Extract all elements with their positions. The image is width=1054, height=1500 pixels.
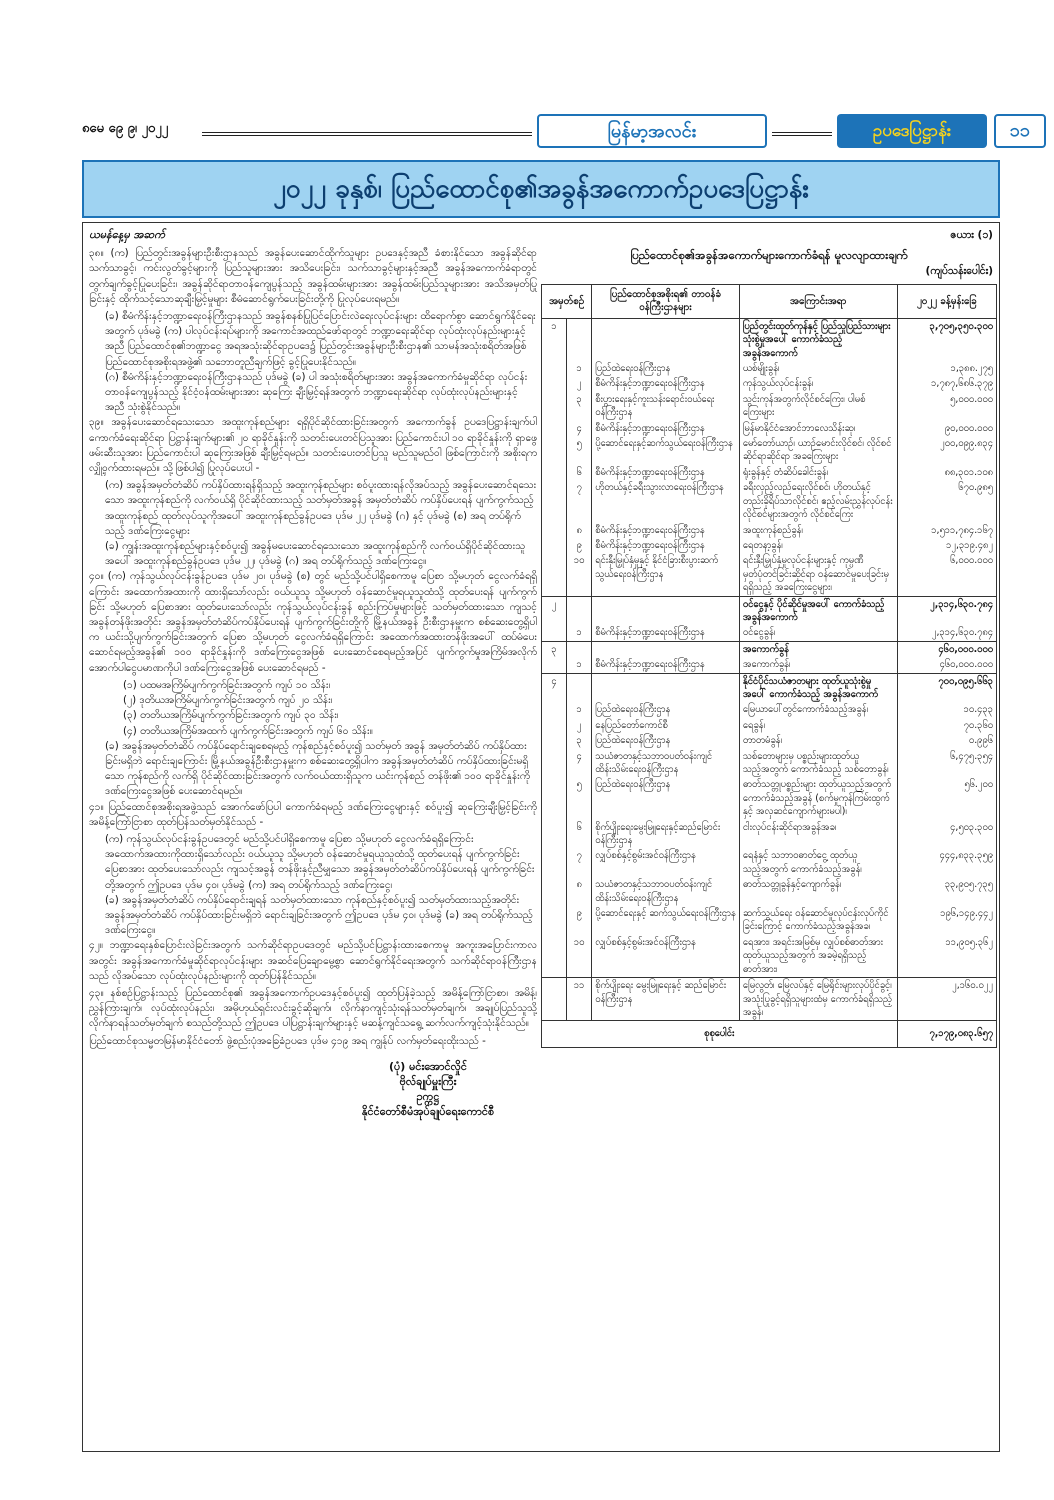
header-amount: ၂၀၂၂ ခန့်မှန်းခြေ — [897, 285, 996, 319]
row-description: ရေတနာ့ခွန်၊ — [739, 538, 897, 553]
law-paragraph: (၃) တတိယအကြိမ်ပျက်ကွက်ခြင်းအတွက် ကျပ် ၃၀ သိန်း၊ — [123, 709, 339, 722]
schedule-rows — [542, 318, 997, 1021]
schedule-unit: (ကျပ်သန်းပေါင်း) — [925, 265, 993, 277]
row-ministry: စီမံကိန်းနှင့်ဘဏ္ဍာရေးဝန်ကြီးဌာန — [592, 538, 740, 553]
row-subnumber: ၅ — [567, 777, 592, 819]
row-subnumber: ၆ — [567, 465, 592, 480]
table-row — [542, 718, 997, 733]
row-subnumber: ၇ — [567, 848, 592, 877]
row-number: ၃ — [542, 641, 567, 657]
law-paragraph: ၄၀။ (က) ကုန်သွယ်လုပ်ငန်းခွန်ဥပဒေ ပုဒ်မ ၂၀၊ ပုဒ်မခွဲ (စ) တွင် မည်သို့ပင်ပါရှိစေကာမူ ပြေစာ သို့မဟုတ် ငွေလက်ခံရရှိကြောင်း အထောက်အထားကို ထားရှိသော်လည်း ဝယ်ယူသူ သို့မဟုတ် ဝန်ဆောင်မှုရယူသူထံသို့ ထုတ်ပေးရန် ပျက်ကွက်ခြင်း သို့မဟုတ် ပြေစာအား ထုတ်ပေးသော်လည်း ကုန်သွယ်လုပ်ငန်းခွန် စည်းကြပ်မှုများဖြင့် သတ်မှတ်ထားသော ကျသင့်အခွန်တန်ဖိုးအတိုင်း အခွန်အမှတ်တံဆိပ်ကပ်နှိပ်ပေးရန် ပျက်ကွက်ခြင်းတို့ကို မြို့နယ်အခွန် ဦးစီးဌာနမှူးက စစ်ဆေးတွေ့ရှိပါက ယင်းသို့ပျက်ကွက်ခြင်းအတွက် ပြေစာ သို့မဟုတ် ငွေလက်ခံရရှိကြောင်း အထောက်အထားတန်ဖိုးအပေါ် ထပ်မံပေးဆောင်ရမည့်အခွန်၏ ၁၀၀ ရာခိုင်နှုန်းကို ဒဏ်ကြေးငွေအဖြစ် ပေးဆောင်စေရမည့်အပြင် ပျက်ကွက်မှုအကြိမ်အလိုက် အောက်ပါငွေပမာဏကိုပါ ဒဏ်ကြေးငွေအဖြစ် ပေးဆောင်ရမည် - — [89, 570, 537, 674]
row-number — [542, 657, 567, 673]
law-paragraph: (က) ကုန်သွယ်လုပ်ငန်းခွန်ဥပဒေတွင် မည်သို့ပင်ပါရှိစေကာမူ ပြေစာ သို့မဟုတ် ငွေလက်ခံရရှိကြောင်း အထောက်အထားကိုထားရှိသော်လည်း ဝယ်ယူသူ သို့မဟုတ် ဝန်ဆောင်မှုရယူသူထံသို့ ထုတ်ပေးရန် ပျက်ကွက်ခြင်း ပြေစာအား ထုတ်ပေးသော်လည်း ကျသင့်အခွန် တန်ဖိုးနှင့်ညီမျှသော အခွန်အမှတ်တံဆိပ်ကပ်နှိပ်ပေးရန် ပျက်ကွက်ခြင်းတို့အတွက် ဤဥပဒေ ပုဒ်မ ၄၀၊ ပုဒ်မခွဲ (က) အရ တပ်ရိုက်သည့် ဒဏ်ကြေးငွေ၊ — [105, 832, 535, 891]
law-paragraph: (က) အခွန်အမှတ်တံဆိပ် ကပ်နှိပ်ထားရန်ရှိသည့် အထူးကုန်စည်များ စဝ်ပူးထားရန်လိုအပ်သည့် အခွန်ပေးဆောင်ရသေးသော အထူးကုန်စည်ကို လက်ဝယ်ရှိ ပိုင်ဆိုင်ထားသည့် သတ်မှတ်အခွန် အမှတ်တံဆိပ် ကပ်နှိပ်ပေးရန် ပျက်ကွက်သည့်အထူးကုန်စည် ထုတ်လုပ်သူကိုအပေါ် အထူးကုန်စည်ခွန်ဥပဒေ ပုဒ်မ ၂၂ ပုဒ်မခွဲ (ဂ) နှင့် ပုဒ်မခွဲ (စ) အရ တပ်ရိုက်သည့် ဒဏ်ကြေးငွေများ — [105, 479, 537, 537]
row-description: ငါးလုပ်ငန်းဆိုင်ရာအခွန်အခ၊ — [739, 820, 897, 849]
row-amount: ၁၉၆,၁၄၉.၄၄၂ — [897, 906, 996, 935]
table-row — [542, 625, 997, 641]
row-ministry: ဟိုတယ်နှင့်ခရီးသွားလာရေးဝန်ကြီးဌာန — [592, 480, 740, 522]
law-title-banner: ၂၀၂၂ ခုနှစ်၊ ပြည်ထောင်စု၏အခွန်အကောက်ဥပဒေပြဋ္ဌာန်း — [82, 160, 1000, 218]
row-subnumber: ၄ — [567, 421, 592, 436]
row-number — [542, 702, 567, 717]
row-number — [542, 421, 567, 436]
table-row — [542, 978, 997, 1021]
row-description: တာတမံခွန်၊ — [739, 733, 897, 748]
row-amount: ၂၀၀,၀၉၉.၈၃၄ — [897, 436, 996, 465]
header-no: အမှတ်စဉ် — [542, 285, 592, 319]
row-description: ဓာတ်သတ္တုပစ္စည်းများ ထုတ်ယူသည့်အတွက် ကောက်ခံသည့်အခွန် (စက်မှုကုန်ကြမ်းထွက်နှင့် အလှဆင်ကျောက်များမပါ)၊ — [739, 777, 897, 819]
schedule-label: ဇယား (၁) — [950, 229, 993, 241]
schedule-column — [541, 227, 997, 1048]
row-number — [542, 436, 567, 465]
table-row — [542, 820, 997, 849]
table-row — [542, 376, 997, 391]
row-ministry: နေပြည်တော်ကောင်စီ — [592, 718, 740, 733]
row-amount: ၉၀,၀၀၀.၀၀၀ — [897, 421, 996, 436]
newspaper-logo: မြန်မာ့အလင်း — [537, 114, 767, 148]
row-number — [542, 820, 567, 849]
row-amount: ၇၀၀,၀၉၅.၆၆၃ — [897, 673, 996, 702]
table-row — [542, 657, 997, 673]
row-ministry: စိုက်ပျိုးရေး မွေးမြူရေးနှင့် ဆည်မြောင်းဝန်ကြီးဌာန — [592, 978, 740, 1021]
table-row — [542, 702, 997, 717]
row-number — [542, 392, 567, 421]
row-ministry: စီမံကိန်းနှင့်ဘဏ္ဍာရေးဝန်ကြီးဌာန — [592, 625, 740, 641]
row-subnumber: ၅ — [567, 436, 592, 465]
law-paragraph: ၄၁။ ပြည်ထောင်စုအစိုးရအဖွဲ့သည် အောက်ဖော်ပြပါ ကောက်ခံရမည့် ဒဏ်ကြေးငွေများနှင့် စဝ်ပူး၍ ဆုကြေးချီးမြှင့်ခြင်းကို အမိန့်ကြော်ငြာစာ ထုတ်ပြန်သတ်မှတ်နိုင်သည် - — [89, 800, 537, 828]
law-paragraph: (ဂ) စီမံကိန်းနှင့်ဘဏ္ဍာရေးဝန်ကြီးဌာနသည် ပုဒ်မခွဲ (ခ) ပါ အသုံးစရိတ်များအား အခွန်အကောက်ခံမှုဆိုင်ရာ လုပ်ငန်းတာဝန်ကျေပွန်သည့် နိုင်ငံ့ဝန်ထမ်းများအား ဆုကြေး ချီးမြှင့်ရန်အတွက် ဘဏ္ဍာရေးဆိုင်ရာ လုပ်ထုံးလုပ်နည်းများနှင့်အညီ သုံးစွဲနိုင်သည်။ — [105, 370, 528, 414]
row-number — [542, 718, 567, 733]
law-paragraphs — [89, 246, 537, 1049]
law-paragraph: (၄) တတိယအကြိမ်အထက် ပျက်ကွက်ခြင်းအတွက် ကျပ် ၆၀ သိန်း။ — [123, 724, 373, 737]
row-description: ဓာတ်သတ္တုခွန်နှင့်ကျောက်ခွန်၊ — [739, 877, 897, 906]
row-description: ခရီးလှည့်လည်ရေးလိုင်စင်၊ ဟိုတယ်နှင့်တည်းခိုရိပ်သာလိုင်စင်၊ ဧည့်လမ်းညွှန်လုပ်ငန်းလိုင်စင်များအတွက် လိုင်စင်ကြေး — [739, 480, 897, 522]
row-subnumber: ၁၀ — [567, 553, 592, 596]
row-subnumber: ၆ — [567, 820, 592, 849]
row-description: မြန်မာနိုင်ငံအောင်ဘာလေသိန်းဆု၊ — [739, 421, 897, 436]
header-ministry: ပြည်ထောင်စုအစိုးရ၏ တာဝန်ခံဝန်ကြီးဌာနများ — [592, 285, 740, 319]
row-description: မြေလွတ်၊ မြေလပ်နှင့် မြေရိုင်းများလုပ်ပိုင်ခွင့်၊ အသုံးပြုခွင့်ရရှိသူများထံမှ ကောက်ခံရရှိသည့်အခွန်၊ — [739, 978, 897, 1021]
row-ministry — [592, 596, 740, 625]
row-amount: ၂,၁၆၀.၀၂၂ — [897, 978, 996, 1021]
issue-date: ၈မေ ၉ေ ၉၊ ၂၀၂၂ — [82, 121, 168, 136]
law-paragraph: ၃၈။ (က) ပြည်တွင်းအခွန်များဦးစီးဌာနသည် အခွန်ပေးဆောင်ထိုက်သူများ ဥပဒေနှင့်အညီ ခံစားနိုင်သော အခွန်ဆိုင်ရာသက်သာခွင့်၊ ကင်းလွတ်ခွင့်များကို ပြည်သူများအား အသိပေးခြင်း၊ သက်သာခွင့်များနှင့်အညီ အခွန်အကောက်ခံရာတွင် တွက်ချက်ခွင့်ပြုပေးခြင်း၊ အခွန်ဆိုင်ရာတာဝန်ကျေပွန်သည့် အခွန်ထမ်းများအား အခွန်ထမ်းပြည်သူများအား အသိအမှတ်ပြုခြင်းနှင့် ထိုက်သင့်သောဆုချီးမြှင့်မှုများ စီမံဆောင်ရွက်ပေးခြင်းတို့ကို ပြုလုပ်ပေးရမည်။ — [89, 247, 537, 305]
row-description: မြေယာပေါ်တွင်ကောက်ခံသည့်အခွန်၊ — [739, 702, 897, 717]
row-description: ယစ်မျိုးခွန်၊ — [739, 361, 897, 376]
row-subnumber: ၁ — [567, 361, 592, 376]
table-row — [542, 935, 997, 978]
row-number — [542, 376, 567, 391]
row-amount: ၁,၇၈၇,၆၈၆.၃၇၉ — [897, 376, 996, 391]
row-ministry: ပြည်ထဲရေးဝန်ကြီးဌာန — [592, 733, 740, 748]
row-description: သွင်းကုန်အတွက်လိုင်စင်ကြေး၊ ပါမစ်ကြေးများ — [739, 392, 897, 421]
table-row — [542, 673, 997, 702]
signatory-name: (ပုံ) မင်းအောင်လှိုင် — [388, 1059, 467, 1073]
row-number — [542, 465, 567, 480]
law-paragraph: (ခ) အခွန်အမှတ်တံဆိပ် ကပ်နှိပ်ရောင်းချစေရမည့် ကုန်စည်နှင့်စဝ်ပူး၍ သတ်မှတ် အခွန် အမှတ်တံဆိပ် ကပ်နှိပ်ထားခြင်းမရှိဘဲ ရောင်းချကြောင်း မြို့နယ်အခွန်ဦးစီးဌာနမှူးက စစ်ဆေးတွေ့ရှိပါက အခွန်အမှတ်တံဆိပ် ကပ်နှိပ်ထားခြင်းမရှိသော ကုန်စည်ကို လက်ရှိ ပိုင်ဆိုင်ထားခြင်းအတွက် လက်ဝယ်ထားရှိသူက ယင်းကုန်စည် တန်ဖိုး၏ ၁၀၀ ရာခိုင်နှုန်းကို ဒဏ်ကြေးငွေအဖြစ် ပေးဆောင်ရမည်။ — [105, 739, 530, 798]
row-ministry — [592, 673, 740, 702]
row-subnumber: ၈ — [567, 877, 592, 906]
table-row — [542, 848, 997, 877]
row-subnumber: ၂ — [567, 718, 592, 733]
header-description: အကြောင်းအရာ — [739, 285, 897, 319]
row-ministry: လျှပ်စစ်နှင့်စွမ်းအင်ဝန်ကြီးဌာန — [592, 935, 740, 978]
row-amount: ၃,၇၀၅,၃၅၀.၃၀၀ — [897, 318, 996, 361]
row-amount: ၄၆၀,၀၀၀.၀၀၀ — [897, 641, 996, 657]
signature-block — [89, 1059, 537, 1119]
masthead-rule — [202, 132, 532, 136]
row-description: ရေနံနှင့် သဘာဝဓာတ်ငွေ့ ထုတ်ယူသည့်အတွက် ကောက်ခံသည့်အခွန်၊ — [739, 848, 897, 877]
row-ministry: စီမံကိန်းနှင့်ဘဏ္ဍာရေးဝန်ကြီးဌာန — [592, 465, 740, 480]
law-paragraph: ၃၉။ အခွန်ပေးဆောင်ရသေးသော အထူးကုန်စည်များ ရရှိပိုင်ဆိုင်ထားခြင်းအတွက် အကောက်ခွန် ဥပဒေပြဋ္ဌာန်းချက်ပါ ကောက်ခံရေးဆိုင်ရာ ပြဋ္ဌာန်းချက်များ၏ ၂၀ ရာခိုင်နှုန်းကို သတင်းပေးတင်ပြသူအား ပြည်ကောင်းပါ ၁၀ ရာခိုင်နှုန်းကို ရှာဖွေဖမ်းဆီးသူအား ပြည်ကောင်းပါ ဆုကြေးအဖြစ် ချီးမြှင့်ရမည်။ သတင်းပေးတင်ပြသူ မည်သူမည်ဝါ ဖြစ်ကြောင်းကို အစိုးရက လျှို့ဝှက်ထားရမည်။ သို့ဖြစ်ပါ၍ ပြုလုပ်ပေးပါ - — [89, 416, 537, 475]
masthead-rule — [772, 132, 832, 136]
total-row — [542, 1021, 997, 1047]
row-subnumber: ၇ — [567, 480, 592, 522]
article-frame — [82, 222, 1000, 1452]
row-amount: ၁၁,၉၀၅.၃၆၂ — [897, 935, 996, 978]
law-paragraph: (၂) ဒုတိယအကြိမ်ပျက်ကွက်ခြင်းအတွက် ကျပ် ၂၀ သိန်း၊ — [123, 694, 333, 707]
row-ministry: စီမံကိန်းနှင့်ဘဏ္ဍာရေးဝန်ကြီးဌာန — [592, 421, 740, 436]
row-amount: ၇၀.၃၆၀ — [897, 718, 996, 733]
row-number — [542, 523, 567, 538]
row-description: အထူးကုန်စည်ခွန်၊ — [739, 523, 897, 538]
row-amount: ၄၄၄,၈၃၃.၃၅၉ — [897, 848, 996, 877]
row-subnumber — [567, 318, 592, 361]
row-description: သစ်တောများမှ ပစ္စည်းများထုတ်ယူသည့်အတွက် ကောက်ခံသည့် သစ်တောခွန်၊ — [739, 749, 897, 778]
row-number: ၂ — [542, 596, 567, 625]
total-label: စုစုပေါင်း — [542, 1021, 898, 1047]
row-amount: ၁၂,၃၁၉.၄၈၂ — [897, 538, 996, 553]
row-number — [542, 777, 567, 819]
row-number — [542, 480, 567, 522]
signatory-rank: ဗိုလ်ချုပ်မှူးကြီး — [399, 1074, 457, 1088]
row-ministry: စီမံကိန်းနှင့်ဘဏ္ဍာရေးဝန်ကြီးဌာန — [592, 657, 740, 673]
page-number: ၁၁ — [994, 114, 1046, 148]
signatory-title: ဥက္ကဋ္ဌ — [416, 1089, 440, 1103]
row-number — [542, 625, 567, 641]
row-ministry: စီးပွားရေးနှင့်ကူးသန်းရောင်းဝယ်ရေးဝန်ကြီးဌာန — [592, 392, 740, 421]
row-subnumber: ၃ — [567, 392, 592, 421]
row-amount: ၀.၉၉၆ — [897, 733, 996, 748]
row-description: ဝင်ငွေခွန်၊ — [739, 625, 897, 641]
row-number: ၄ — [542, 673, 567, 702]
table-row — [542, 318, 997, 361]
row-amount: ၂,၃၁၄,၆၃၀.၇၈၄ — [897, 596, 996, 625]
table-row — [542, 553, 997, 596]
table-row — [542, 538, 997, 553]
row-number — [542, 848, 567, 877]
table-header-row — [542, 285, 997, 319]
row-ministry: စိုက်ပျိုးရေးမွေးမြူရေးနှင့်ဆည်မြောင်းဝန်ကြီးဌာန — [592, 820, 740, 849]
row-description: ပြည်တွင်းထုတ်ကုန်နှင့် ပြည်သူပြည်သားများ သုံးစွဲမှုအပေါ် ကောက်ခံသည့် အခွန်အကောက် — [739, 318, 897, 361]
row-subnumber — [567, 596, 592, 625]
row-subnumber: ၉ — [567, 538, 592, 553]
row-description: ရေခွန်၊ — [739, 718, 897, 733]
table-row — [542, 596, 997, 625]
row-number — [542, 733, 567, 748]
total-amount: ၇,၁၇၉,၀၈၃.၆၅၇ — [897, 1021, 996, 1047]
row-number — [542, 906, 567, 935]
table-row — [542, 749, 997, 778]
row-description: နိုင်ငံပိုင်သယံဇာတများ ထုတ်ယူသုံးစွဲမှုအပေါ် ကောက်ခံသည့် အခွန်အကောက် — [739, 673, 897, 702]
row-ministry: ပြည်ထဲရေးဝန်ကြီးဌာန — [592, 702, 740, 717]
row-subnumber — [567, 641, 592, 657]
row-amount: ၁၀.၄၃၃ — [897, 702, 996, 717]
schedule-table — [541, 284, 997, 1048]
table-row — [542, 436, 997, 465]
row-ministry: ရင်းနှီးမြှုပ်နှံမှုနှင့် နိုင်ငံခြားစီးပွားဆက်သွယ်ရေးဝန်ကြီးဌာန — [592, 553, 740, 596]
table-row — [542, 641, 997, 657]
row-description: မော်တော်ယာဉ်၊ ယာဉ်မောင်းလိုင်စင်၊ လိုင်စင်ဆိုင်ရာဆိုင်ရာ အခကြေးများ — [739, 436, 897, 465]
row-description: ဝင်ငွေနှင့် ပိုင်ဆိုင်မှုအပေါ် ကောက်ခံသည့် အခွန်အကောက် — [739, 596, 897, 625]
row-amount: ၁,၅၁၁,၇၈၄.၁၆၇ — [897, 523, 996, 538]
law-paragraph: (၁) ပထမအကြိမ်ပျက်ကွက်ခြင်းအတွက် ကျပ် ၁၀ သိန်း၊ — [123, 678, 331, 691]
row-ministry: လျှပ်စစ်နှင့်စွမ်းအင်ဝန်ကြီးဌာန — [592, 848, 740, 877]
row-number — [542, 978, 567, 1021]
row-amount: ၆,၄၇၅.၃၅၄ — [897, 749, 996, 778]
row-ministry: စီမံကိန်းနှင့်ဘဏ္ဍာရေးဝန်ကြီးဌာန — [592, 523, 740, 538]
row-subnumber: ၉ — [567, 906, 592, 935]
row-amount: ၂,၃၁၄,၆၃၀.၇၈၄ — [897, 625, 996, 641]
row-ministry: ပို့ဆောင်ရေးနှင့်ဆက်သွယ်ရေးဝန်ကြီးဌာန — [592, 436, 740, 465]
row-number — [542, 553, 567, 596]
row-subnumber: ၈ — [567, 523, 592, 538]
law-paragraph: (ခ) အခွန်အမှတ်တံဆိပ် ကပ်နှိပ်ရောင်းချရန် သတ်မှတ်ထားသော ကုန်စည်နှင့်စဝ်ပူး၍ သတ်မှတ်ထားသည့်အတိုင်း အခွန်အမှတ်တံဆိပ် ကပ်နှိပ်ထားခြင်းမရှိဘဲ ရောင်းချခြင်းအတွက် ဤဥပဒေ ပုဒ်မ ၄၀၊ ပုဒ်မခွဲ (ခ) အရ တပ်ရိုက်သည့် ဒဏ်ကြေးငွေ။ — [105, 893, 533, 937]
row-ministry: ပြည်ထဲရေးဝန်ကြီးဌာန — [592, 361, 740, 376]
row-subnumber — [567, 673, 592, 702]
row-subnumber: ၁၀ — [567, 935, 592, 978]
row-description: ဆက်သွယ်ရေး ဝန်ဆောင်မှုလုပ်ငန်းလုပ်ကိုင်ခြင်းကြောင့် ကောက်ခံသည့်အခွန်အခ၊ — [739, 906, 897, 935]
row-amount: ၁,၃၈၈.၂၇၅ — [897, 361, 996, 376]
row-subnumber: ၂ — [567, 376, 592, 391]
row-ministry: သယံဇာတနှင့်သဘာဝပတ်ဝန်းကျင်ထိန်းသိမ်းရေးဝန်ကြီးဌာန — [592, 749, 740, 778]
row-ministry — [592, 318, 740, 361]
law-text-column — [89, 227, 537, 1119]
table-row — [542, 465, 997, 480]
schedule-title: ပြည်ထောင်စု၏အခွန်အကောက်များကောက်ခံရန် မူလလျာထားချက် — [630, 248, 908, 262]
law-paragraph: ပြည်ထောင်စုသမ္မတမြန်မာနိုင်ငံတော် ဖွဲ့စည်းပုံအခြေခံဥပဒေ ပုဒ်မ ၄၁၉ အရ ကျွန်ုပ် လက်မှတ်ရေးထိုးသည် - — [89, 1034, 486, 1047]
table-row — [542, 777, 997, 819]
row-ministry: ပြည်ထဲရေးဝန်ကြီးဌာန — [592, 777, 740, 819]
row-subnumber: ၁ — [567, 702, 592, 717]
signatory-council: နိုင်ငံတော်စီမံအုပ်ချုပ်ရေးကောင်စီ — [361, 1104, 495, 1118]
row-number — [542, 749, 567, 778]
row-amount: ၅၆.၂၀၀ — [897, 777, 996, 819]
row-number — [542, 877, 567, 906]
row-subnumber: ၁၁ — [567, 978, 592, 1021]
row-ministry: သယံဇာတနှင့်သဘာဝပတ်ဝန်းကျင်ထိန်းသိမ်းရေးဝန်ကြီးဌာန — [592, 877, 740, 906]
row-description: ရင်းနှီးမြှုပ်နှံမှုလုပ်ငန်းများနှင့် ကုမ္ပဏီမှတ်ပုံတင်ခြင်းဆိုင်ရာ ဝန်ဆောင်မှုပေးခြင်းမှရရှိသည့် အခကြေးငွေများ၊ — [739, 553, 897, 596]
row-amount: ၆,၀၀၀.၀၀၀ — [897, 553, 996, 596]
table-row — [542, 421, 997, 436]
row-number — [542, 935, 567, 978]
law-paragraph: (ခ) စီမံကိန်းနှင့်ဘဏ္ဍာရေးဝန်ကြီးဌာနသည် အခွန်စနစ်ပြုပြင်ပြောင်းလဲရေးလုပ်ငန်းများ ထိရောက်စွာ ဆောင်ရွက်နိုင်ရေးအတွက် ပုဒ်မခွဲ (က) ပါလုပ်ငန်းရပ်များကို အကောင်အထည်ဖော်ရာတွင် ဘဏ္ဍာရေးဆိုင်ရာ လုပ်ထုံးလုပ်နည်းများနှင့်အညီ ပြည်ထောင်စု၏ဘဏ္ဍာငွေ အရအသုံးဆိုင်ရာဥပဒေ၌ ပြည်တွင်းအခွန်များဦးစီးဌာန၏ သာမန်အသုံးစရိတ်အဖြစ် ပြည်ထောင်စုအစိုးရအဖွဲ့၏ သဘောတူညီချက်ဖြင့် ခွင့်ပြုပေးနိုင်သည်။ — [105, 310, 536, 368]
table-row — [542, 392, 997, 421]
row-subnumber: ၃ — [567, 733, 592, 748]
row-subnumber: ၁ — [567, 657, 592, 673]
continued-note: ယမန်နေ့မှ အဆက် — [89, 228, 165, 241]
row-number — [542, 361, 567, 376]
row-ministry — [592, 641, 740, 657]
law-paragraph: ၄၃။ နစ်စဉ်ပြဋ္ဌာန်းသည့် ပြည်ထောင်စု၏ အခွန်အကောက်ဥပဒေနှင့်စဝ်ပူး၍ ထုတ်ပြန်ခဲ့သည့် အမိန့်ကြော်ငြာစာ၊ အမိန့်၊ ညွှန်ကြားချက်၊ လုပ်ထုံးလုပ်နည်း၊ အမိုဟုယ်ရှင်းလင်းခွင့်ဆိုချက်၊ လိုက်နာကျင့်သုံးရန်သတ်မှတ်ချက်၊ အချုပ်ပြည်သူသို့လိုက်နာရန်သတ်မှတ်ချက် စသည်တို့သည် ဤဥပဒေ ပါပြဋ္ဌာန်းချက်များနှင့် မဆန့်ကျင်သရွေ့ ဆက်လက်ကျင့်သုံးနိုင်သည်။ — [89, 986, 537, 1030]
row-amount: ၆၇၀.၉၈၅ — [897, 480, 996, 522]
law-paragraph: ၄၂။ ဘဏ္ဍာရေးနှစ်ပြောင်းလဲခြင်းအတွက် သက်ဆိုင်ရာဥပဒေတွင် မည်သို့ပင်ပြဋ္ဌာန်းထားစေကာမူ အကူးအပြောင်းကာလအတွင်း အခွန်အကောက်ခံမှုဆိုင်ရာလုပ်ငန်းများ အဆင်ပြေချောမွေ့စွာ ဆောင်ရွက်နိုင်ရေးအတွက် သက်ဆိုင်ရာဝန်ကြီးဌာနသည် လိုအပ်သော လုပ်ထုံးလုပ်နည်းများကို ထုတ်ပြန်နိုင်သည်။ — [89, 939, 537, 982]
row-amount: ၄၆၀,၀၀၀.၀၀၀ — [897, 657, 996, 673]
table-row — [542, 480, 997, 522]
masthead — [82, 112, 1031, 152]
law-paragraph: (ခ) ကျွန်းအထူးကုန်စည်များနှင့်စဝ်ပူး၍ အခွန်မပေးဆောင်ရသေးသော အထူးကုန်စည်ကို လက်ဝယ်ရှိပိုင်ဆိုင်ထားသူအပေါ် အထူးကုန်စည်ခွန်ဥပဒေ ပုဒ်မ ၂၂၊ ပုဒ်မခွဲ (ဂ) အရ တပ်ရိုက်သည့် ဒဏ်ကြေးငွေ။ — [105, 540, 526, 568]
row-description: အကောက်ခွန်၊ — [739, 657, 897, 673]
table-row — [542, 733, 997, 748]
row-description: အကောက်ခွန် — [739, 641, 897, 657]
row-description: ရုံးခွန်နှင့် တံဆိပ်ခေါင်းခွန်၊ — [739, 465, 897, 480]
row-description: ကုန်သွယ်လုပ်ငန်းခွန်၊ — [739, 376, 897, 391]
row-description: ရေအား၊ အရင်းအမြစ်မှ လျှပ်စစ်ဓာတ်အား ထုတ်ယူသည့်အတွက် အခမဲ့ရရှိသည့် ဓာတ်အား၊ — [739, 935, 897, 978]
row-subnumber: ၁ — [567, 625, 592, 641]
section-label: ဥပဒေပြဋ္ဌာန်း — [837, 114, 987, 148]
table-row — [542, 523, 997, 538]
row-amount: ၃၃,၉၀၅.၇၃၅ — [897, 877, 996, 906]
row-number: ၁ — [542, 318, 567, 361]
table-row — [542, 877, 997, 906]
row-subnumber: ၄ — [567, 749, 592, 778]
row-amount: ၅,၀၀၀.၀၀၀ — [897, 392, 996, 421]
row-ministry: စီမံကိန်းနှင့်ဘဏ္ဍာရေးဝန်ကြီးဌာန — [592, 376, 740, 391]
table-row — [542, 906, 997, 935]
row-ministry: ပို့ဆောင်ရေးနှင့် ဆက်သွယ်ရေးဝန်ကြီးဌာန — [592, 906, 740, 935]
row-amount: ၄,၅၀၃.၃၀၀ — [897, 820, 996, 849]
row-amount: ၈၈,၃၀၁.၁၀၈ — [897, 465, 996, 480]
row-number — [542, 538, 567, 553]
table-row — [542, 361, 997, 376]
